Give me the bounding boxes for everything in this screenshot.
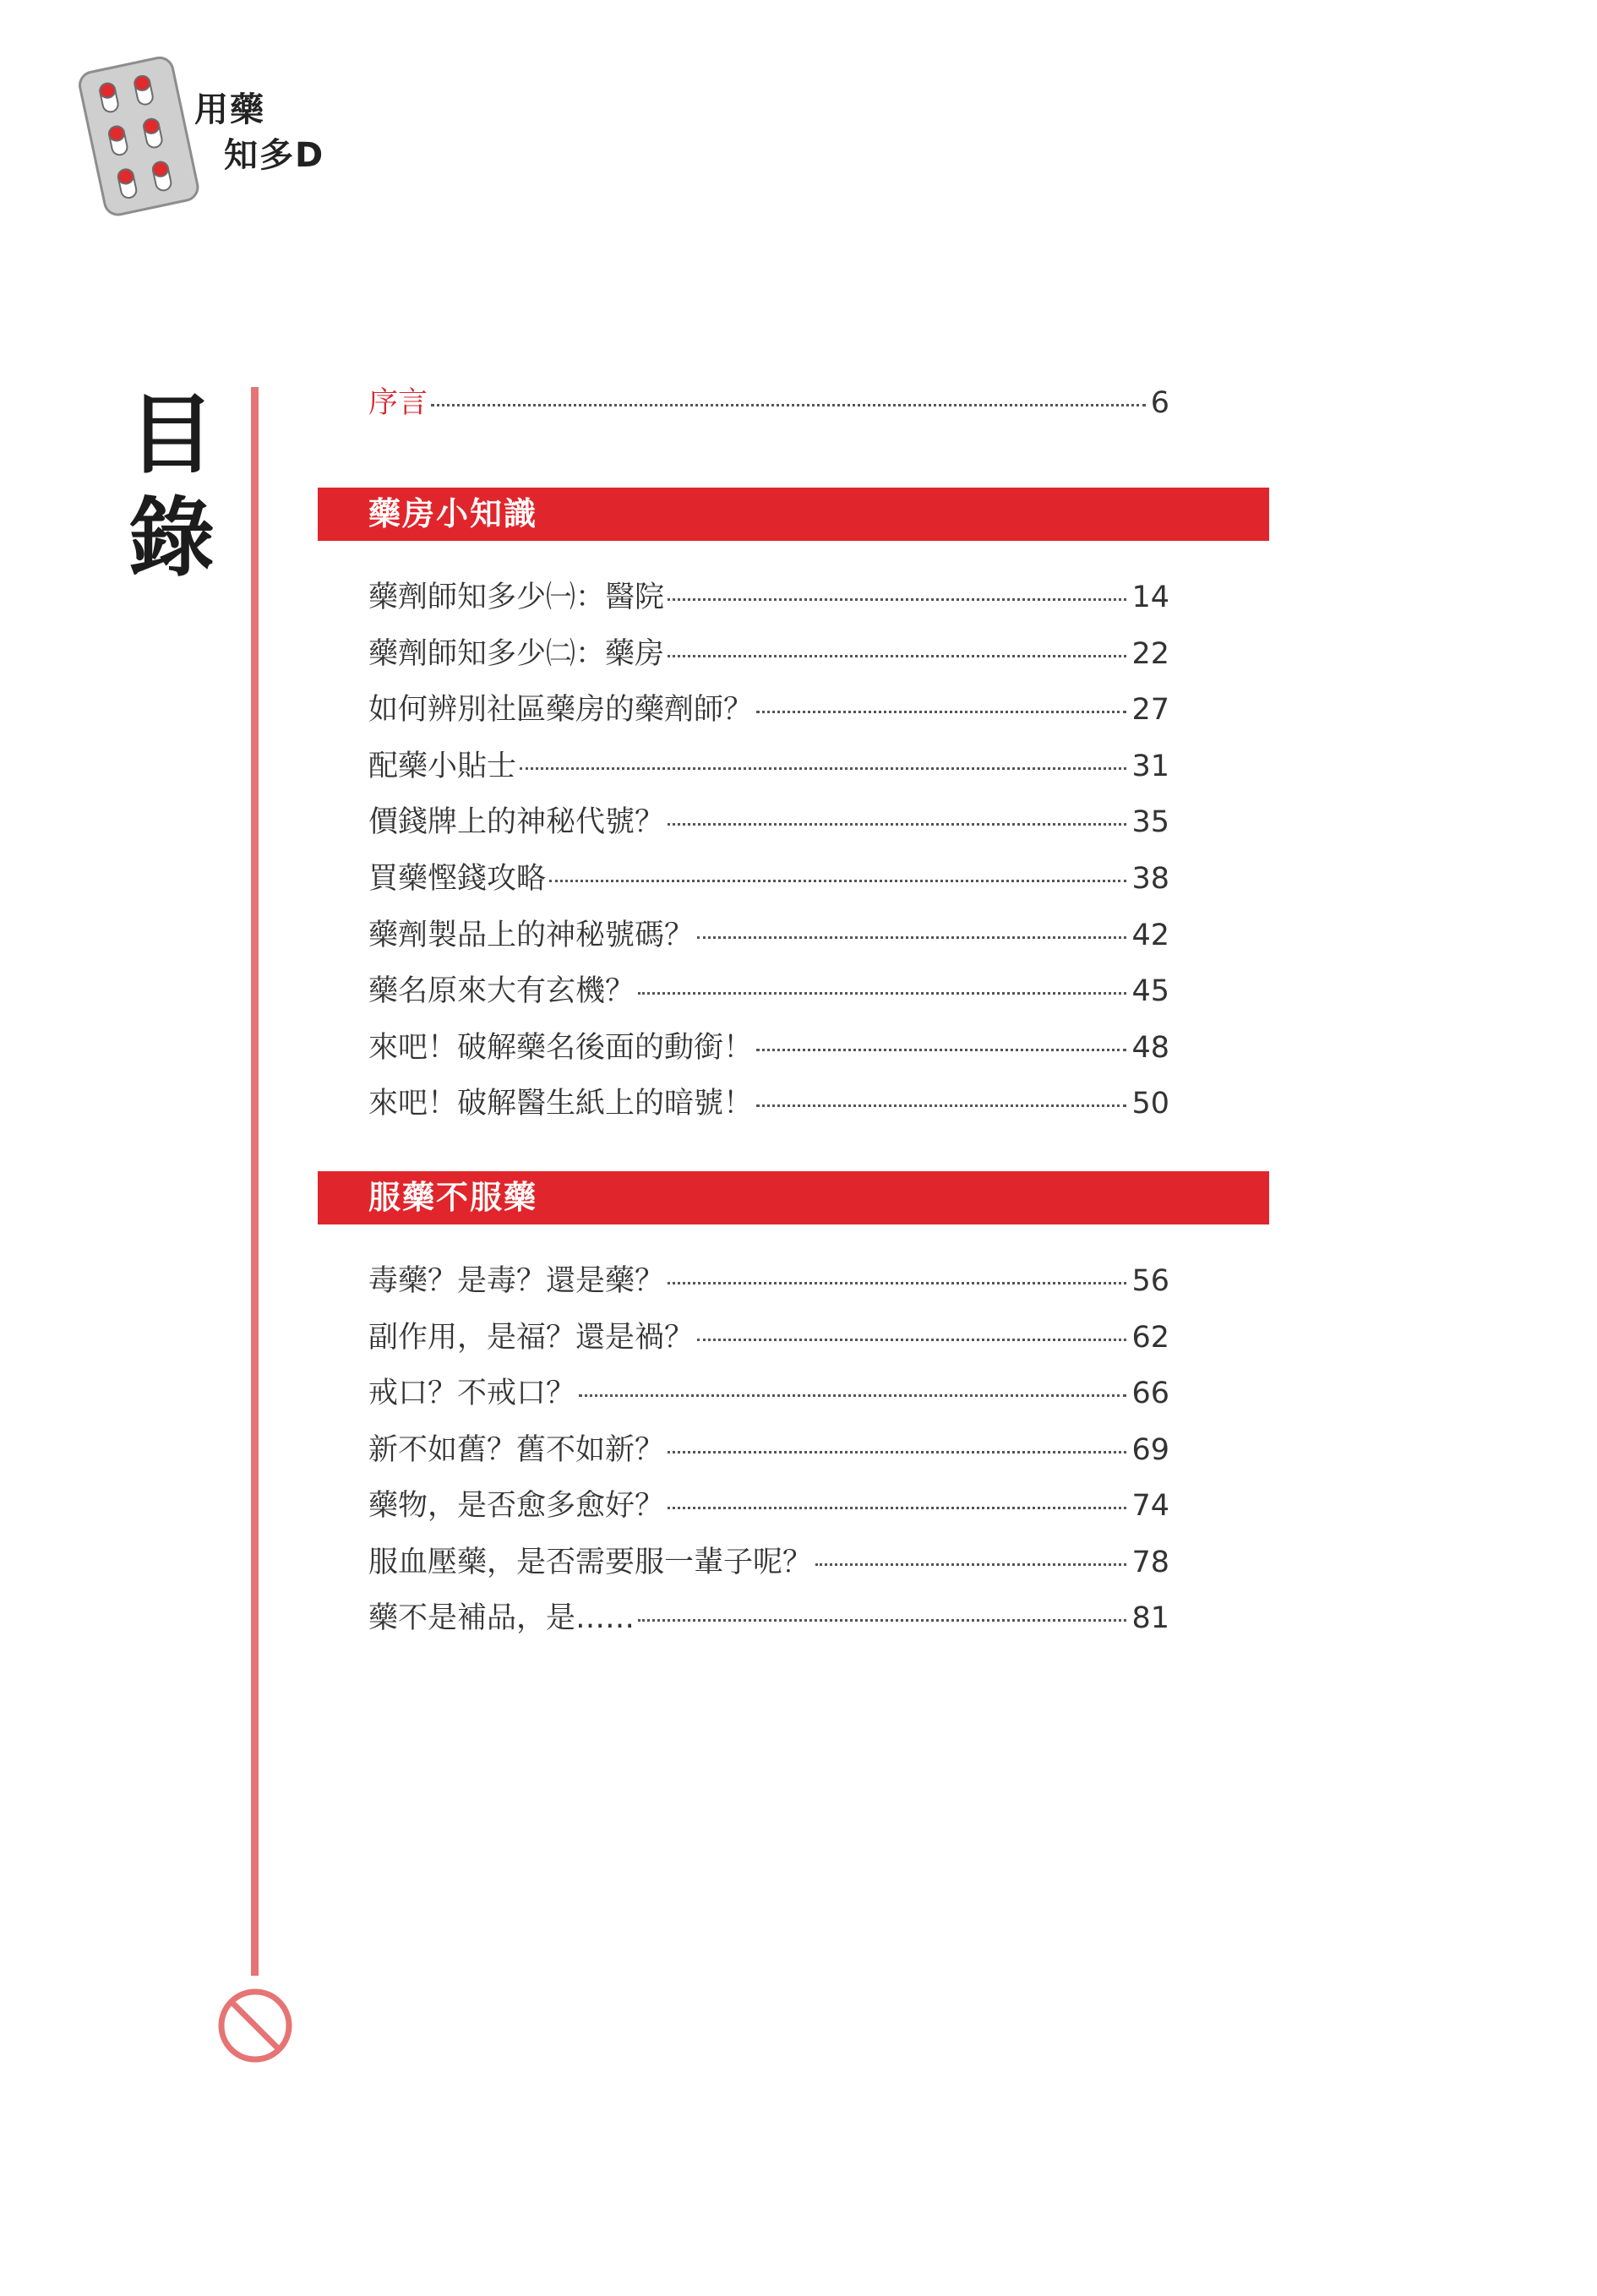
toc-entry[interactable] bbox=[368, 914, 1169, 957]
toc-entry-title: 來吧！破解藥名後面的動銜！ bbox=[368, 1031, 754, 1065]
toc-entry-title: 藥劑師知多少㈠：醫院 bbox=[368, 581, 665, 614]
toc-entry-page: 78 bbox=[1131, 1546, 1169, 1579]
toc-leader-dots bbox=[697, 1339, 1126, 1341]
toc-leader-dots bbox=[756, 1104, 1126, 1107]
toc-entry-page: 66 bbox=[1131, 1377, 1169, 1410]
toc-leader-dots bbox=[668, 823, 1126, 826]
toc-entry-preface[interactable] bbox=[368, 382, 1169, 424]
toc-entry-title: 藥名原來大有玄機？ bbox=[368, 974, 635, 1008]
toc-leader-dots bbox=[756, 1049, 1126, 1051]
toc-entry[interactable] bbox=[368, 970, 1169, 1012]
toc-entry[interactable] bbox=[368, 1541, 1169, 1584]
toc-entry-title: 服血壓藥，是否需要服一輩子呢？ bbox=[368, 1546, 813, 1579]
toc-entry-title: 序言 bbox=[368, 386, 428, 420]
toc-entry-page: 81 bbox=[1131, 1601, 1169, 1635]
toc-entry[interactable] bbox=[368, 1485, 1169, 1527]
toc-entry-page: 62 bbox=[1131, 1321, 1169, 1355]
toc-leader-dots bbox=[431, 404, 1146, 406]
toc-entry-title: 藥物，是否愈多愈好？ bbox=[368, 1489, 665, 1523]
toc-entry-page: 42 bbox=[1131, 919, 1169, 952]
toc-entry-page: 48 bbox=[1131, 1031, 1169, 1065]
toc-entry[interactable] bbox=[368, 1372, 1169, 1415]
toc-leader-dots bbox=[579, 1394, 1126, 1397]
toc-entry-title: 如何辨別社區藥房的藥劑師？ bbox=[368, 693, 754, 727]
toc-entry-title: 藥劑製品上的神秘號碼？ bbox=[368, 919, 695, 952]
toc-entry[interactable] bbox=[368, 1027, 1169, 1069]
brand-logo bbox=[76, 51, 355, 220]
brand-name-line1: 用藥 bbox=[194, 90, 265, 129]
toc-entry-title: 戒口？不戒口？ bbox=[368, 1377, 576, 1410]
toc-entry-title: 毒藥？是毒？還是藥？ bbox=[368, 1264, 665, 1298]
toc-leader-dots bbox=[549, 880, 1126, 882]
toc-entry-title: 新不如舊？舊不如新？ bbox=[368, 1433, 665, 1467]
toc-leader-dots bbox=[638, 1619, 1126, 1622]
page-title-char-1: 目 bbox=[128, 385, 215, 486]
toc-entry-page: 50 bbox=[1131, 1087, 1169, 1121]
toc-entry-page: 56 bbox=[1131, 1264, 1169, 1298]
vertical-divider bbox=[251, 387, 259, 1976]
toc-entry[interactable] bbox=[368, 689, 1169, 731]
toc-entry[interactable] bbox=[368, 858, 1169, 900]
toc-entry-title: 配藥小貼士 bbox=[368, 750, 517, 783]
toc-entry-page: 74 bbox=[1131, 1489, 1169, 1523]
prohibition-icon bbox=[215, 1986, 295, 2065]
toc-entry[interactable] bbox=[368, 745, 1169, 788]
toc-entry-page: 6 bbox=[1150, 386, 1169, 420]
toc-entry-page: 35 bbox=[1131, 805, 1169, 839]
toc-leader-dots bbox=[815, 1563, 1126, 1566]
toc-leader-dots bbox=[756, 711, 1126, 713]
toc-entry-page: 22 bbox=[1131, 637, 1169, 671]
toc-leader-dots bbox=[668, 598, 1126, 601]
page-title-char-2: 錄 bbox=[128, 488, 215, 589]
toc-entry-title: 藥不是補品，是…… bbox=[368, 1601, 635, 1635]
toc-entry-title: 價錢牌上的神秘代號？ bbox=[368, 805, 665, 839]
brand-name-line2: 知多D bbox=[224, 136, 325, 175]
toc-leader-dots bbox=[668, 1282, 1126, 1284]
toc-entry-page: 69 bbox=[1131, 1433, 1169, 1467]
toc-leader-dots bbox=[668, 1507, 1126, 1509]
toc-entry-page: 45 bbox=[1131, 974, 1169, 1008]
toc-entry-page: 27 bbox=[1131, 693, 1169, 727]
toc-entry-title: 買藥慳錢攻略 bbox=[368, 862, 547, 896]
page-title bbox=[125, 384, 218, 591]
toc-entry[interactable] bbox=[368, 633, 1169, 675]
toc-leader-dots bbox=[697, 936, 1126, 939]
toc-entry-page: 38 bbox=[1131, 862, 1169, 896]
toc-entry[interactable] bbox=[368, 1317, 1169, 1359]
pill-blister-icon bbox=[76, 51, 203, 220]
toc-entry-page: 31 bbox=[1131, 750, 1169, 783]
toc-entry[interactable] bbox=[368, 1260, 1169, 1302]
toc-entry[interactable] bbox=[368, 801, 1169, 843]
toc-entry[interactable] bbox=[368, 576, 1169, 619]
section-heading-pharmacy-knowledge: 藥房小知識 bbox=[318, 488, 1269, 541]
toc-entry[interactable] bbox=[368, 1429, 1169, 1471]
toc-entry-title: 副作用，是福？還是禍？ bbox=[368, 1321, 695, 1355]
toc-entry-page: 14 bbox=[1131, 581, 1169, 614]
toc-entry-title: 來吧！破解醫生紙上的暗號！ bbox=[368, 1087, 754, 1121]
section-heading-medication-use: 服藥不服藥 bbox=[318, 1171, 1269, 1224]
toc-leader-dots bbox=[668, 1451, 1126, 1453]
toc-entry[interactable] bbox=[368, 1083, 1169, 1125]
toc-leader-dots bbox=[638, 992, 1126, 995]
toc-leader-dots bbox=[668, 655, 1126, 657]
toc-leader-dots bbox=[520, 767, 1126, 770]
toc-entry-title: 藥劑師知多少㈡：藥房 bbox=[368, 637, 665, 671]
toc-entry[interactable] bbox=[368, 1597, 1169, 1639]
